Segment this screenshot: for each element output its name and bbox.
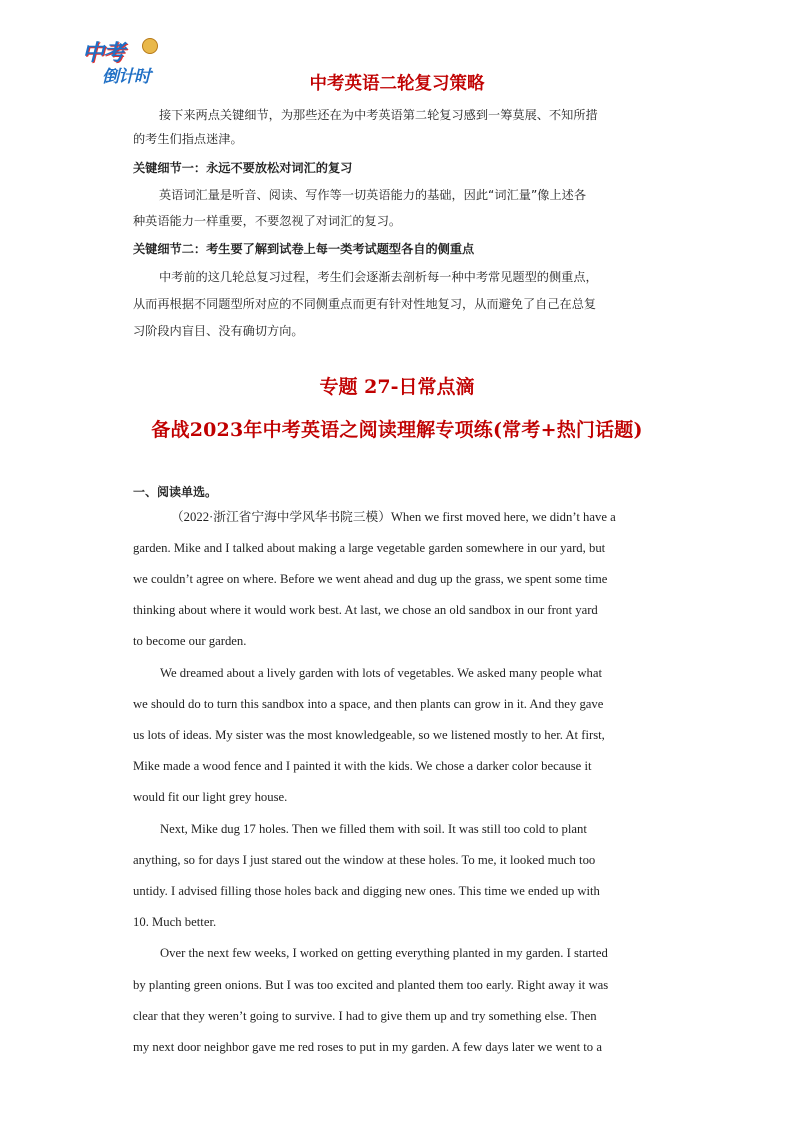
passage-line: 10. Much better.: [133, 915, 217, 929]
logo-text-top: 中考: [82, 41, 125, 66]
passage-line: anything, so for days I just stared out the window at these holes. To me, it looked much too: [133, 853, 596, 867]
intro-line-2: 的考生们指点迷津。: [133, 132, 243, 146]
key-point-2-line-1: 中考前的这几轮总复习过程，考生们会逐渐去剖析每一种中考常见题型的侧重点，: [159, 270, 598, 284]
passage-line: we couldn’t agree on where. Before we went ahead and dug up the grass, we spent some time: [133, 572, 608, 586]
passage-line: untidy. I advised filling those holes back and digging new ones. This time we ended up with: [133, 884, 600, 898]
key-point-1-line-1: 英语词汇量是听音、阅读、写作等一切英语能力的基础，因此“词汇量”像上述各: [159, 188, 587, 202]
topic-title: 专题 27-日常点滴: [319, 376, 475, 398]
passage-line: We dreamed about a lively garden with lots of vegetables. We asked many people what: [160, 666, 602, 680]
passage-line: we should do to turn this sandbox into a space, and then plants can grow in it. And they gave: [133, 697, 604, 711]
passage-line: would fit our light grey house.: [133, 790, 288, 804]
passage-line: clear that they weren’t going to survive. I had to give them up and try something else. Then: [133, 1009, 597, 1023]
strategy-title: 中考英语二轮复习策略: [309, 74, 485, 94]
passage-line: Over the next few weeks, I worked on getting everything planted in my garden. I started: [160, 946, 608, 960]
passage-line: my next door neighbor gave me red roses to put in my garden. A few days later we went to a: [133, 1040, 602, 1054]
key-point-2-line-3: 习阶段内盲目、没有确切方向。: [133, 324, 304, 338]
key-point-2-line-2: 从而再根据不同题型所对应的不同侧重点而更有针对性地复习，从而避免了自己在总复: [133, 297, 597, 311]
passage-line: to become our garden.: [133, 634, 247, 648]
passage-line: garden. Mike and I talked about making a large vegetable garden somewhere in our yard, but: [133, 541, 606, 555]
passage-line: （2022·浙江省宁海中学风华书院三模）When we first moved here, we didn’t have a: [171, 510, 616, 524]
topic-subtitle: 备战2023年中考英语之阅读理解专项练(常考+热门话题): [151, 419, 643, 441]
passage-line: Mike made a wood fence and I painted it with the kids. We chose a darker color because it: [133, 759, 592, 773]
passage-line: by planting green onions. But I was too excited and planted them too early. Right away it was: [133, 978, 609, 992]
passage-line: Next, Mike dug 17 holes. Then we filled them with soil. It was still too cold to plant: [160, 822, 587, 836]
key-point-1-title: 关键细节一：永远不要放松对词汇的复习: [133, 161, 353, 175]
section-heading: 一、阅读单选。: [133, 485, 218, 499]
passage-line: us lots of ideas. My sister was the most knowledgeable, so we listened mostly to her. At first,: [133, 728, 605, 742]
intro-line-1: 接下来两点关键细节，为那些还在为中考英语第二轮复习感到一筹莫展、不知所措: [159, 108, 598, 122]
logo-text-bottom: 倒计时: [102, 67, 150, 87]
logo-emblem-icon: [142, 38, 158, 54]
passage-line: thinking about where it would work best. At last, we chose an old sandbox in our front yard: [133, 603, 598, 617]
key-point-2-title: 关键细节二：考生要了解到试卷上每一类考试题型各自的侧重点: [133, 242, 475, 256]
key-point-1-line-2: 种英语能力一样重要，不要忽视了对词汇的复习。: [133, 214, 402, 228]
